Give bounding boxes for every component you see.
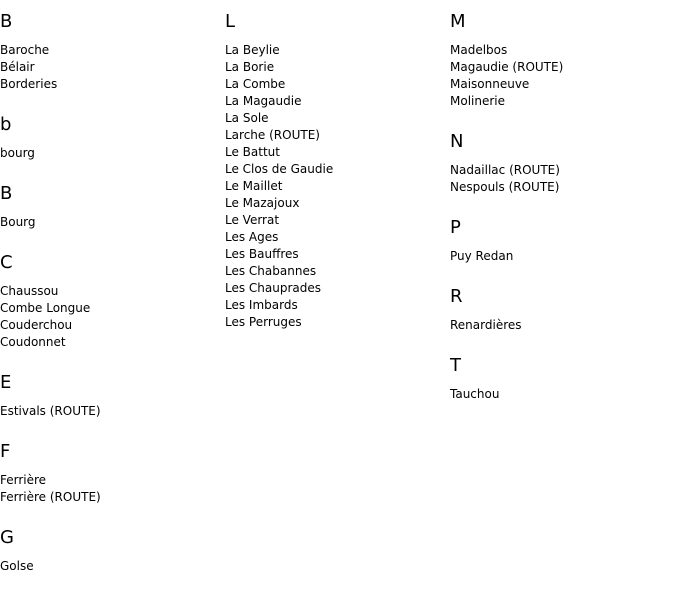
- letter-heading: B: [0, 11, 13, 32]
- index-column-1: [0, 10, 220, 595]
- place-link[interactable]: Couderchou: [0, 318, 73, 332]
- letter-group: [225, 10, 445, 331]
- letter-heading: E: [0, 372, 12, 393]
- place-list: [450, 317, 670, 334]
- place-list: [0, 42, 220, 93]
- place-link[interactable]: Les Chabannes: [225, 264, 317, 278]
- place-list: [225, 42, 445, 331]
- place-link[interactable]: Nadaillac (ROUTE): [450, 163, 560, 177]
- place-link[interactable]: Maisonneuve: [450, 77, 530, 91]
- place-link[interactable]: Le Maillet: [225, 179, 283, 193]
- place-link[interactable]: Estivals (ROUTE): [0, 404, 101, 418]
- letter-heading: N: [450, 131, 464, 152]
- place-link[interactable]: Borderies: [0, 77, 58, 91]
- letter-heading: F: [0, 441, 11, 462]
- letter-group: [0, 10, 220, 93]
- letter-group: [0, 440, 220, 506]
- place-link[interactable]: Larche (ROUTE): [225, 128, 320, 142]
- place-link[interactable]: Ferrière: [0, 473, 47, 487]
- place-list: [0, 403, 220, 420]
- place-link[interactable]: Les Chauprades: [225, 281, 322, 295]
- letter-group: [450, 130, 670, 196]
- place-link[interactable]: Bourg: [0, 215, 36, 229]
- place-link[interactable]: Puy Redan: [450, 249, 514, 263]
- letter-group: [0, 251, 220, 351]
- place-link[interactable]: Chaussou: [0, 284, 59, 298]
- place-link[interactable]: Les Imbards: [225, 298, 298, 312]
- place-list: [450, 248, 670, 265]
- place-link[interactable]: Le Clos de Gaudie: [225, 162, 334, 176]
- place-link[interactable]: Golse: [0, 559, 34, 573]
- place-link[interactable]: Baroche: [0, 43, 50, 57]
- letter-heading: T: [450, 355, 461, 376]
- place-link[interactable]: bourg: [0, 146, 35, 160]
- index-column-2: [225, 10, 445, 351]
- letter-heading: b: [0, 114, 12, 135]
- place-link[interactable]: La Magaudie: [225, 94, 302, 108]
- letter-heading: P: [450, 217, 461, 238]
- letter-group: [450, 216, 670, 265]
- place-link[interactable]: Les Ages: [225, 230, 279, 244]
- place-list: [450, 386, 670, 403]
- letter-heading: L: [225, 11, 236, 32]
- place-link[interactable]: Coudonnet: [0, 335, 66, 349]
- letter-group: [0, 113, 220, 162]
- letter-heading: R: [450, 286, 463, 307]
- place-link[interactable]: La Beylie: [225, 43, 280, 57]
- letter-heading: G: [0, 527, 14, 548]
- place-link[interactable]: La Sole: [225, 111, 269, 125]
- place-link[interactable]: Tauchou: [450, 387, 500, 401]
- place-link[interactable]: Molinerie: [450, 94, 506, 108]
- place-link[interactable]: Ferrière (ROUTE): [0, 490, 101, 504]
- place-list: [450, 162, 670, 196]
- letter-heading: M: [450, 11, 466, 32]
- letter-group: [0, 526, 220, 575]
- letter-heading: C: [0, 252, 13, 273]
- letter-group: [450, 10, 670, 110]
- place-link[interactable]: Madelbos: [450, 43, 508, 57]
- place-list: [0, 472, 220, 506]
- letter-heading: B: [0, 183, 13, 204]
- place-link[interactable]: Combe Longue: [0, 301, 91, 315]
- index-column-3: [450, 10, 670, 423]
- place-link[interactable]: Le Battut: [225, 145, 280, 159]
- place-list: [0, 214, 220, 231]
- place-link[interactable]: Magaudie (ROUTE): [450, 60, 564, 74]
- place-link[interactable]: Le Mazajoux: [225, 196, 300, 210]
- place-list: [0, 283, 220, 351]
- place-link[interactable]: Bélair: [0, 60, 35, 74]
- place-list: [0, 145, 220, 162]
- place-link[interactable]: Nespouls (ROUTE): [450, 180, 560, 194]
- place-link[interactable]: Les Perruges: [225, 315, 302, 329]
- letter-group: [0, 182, 220, 231]
- place-link[interactable]: Les Bauffres: [225, 247, 299, 261]
- place-link[interactable]: Renardières: [450, 318, 522, 332]
- letter-group: [450, 285, 670, 334]
- place-link[interactable]: Le Verrat: [225, 213, 280, 227]
- place-link[interactable]: La Combe: [225, 77, 286, 91]
- place-list: [0, 558, 220, 575]
- letter-group: [450, 354, 670, 403]
- letter-group: [0, 371, 220, 420]
- place-link[interactable]: La Borie: [225, 60, 275, 74]
- place-list: [450, 42, 670, 110]
